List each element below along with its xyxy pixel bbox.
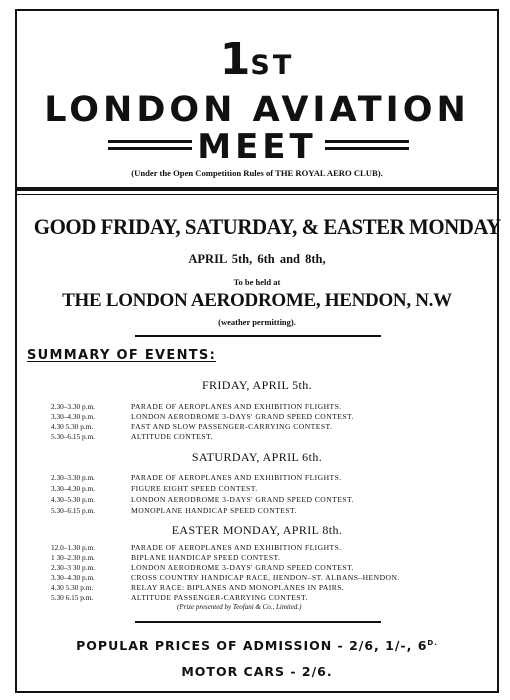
event-time: 3.30–4.30 p.m.: [51, 412, 95, 421]
schedule-row: [17, 583, 497, 592]
day-heading-friday: FRIDAY, APRIL 5th.: [201, 378, 313, 392]
schedule-row: [17, 422, 497, 431]
title-line-3: MEET: [197, 127, 317, 167]
summary-heading: SUMMARY OF EVENTS:: [27, 348, 217, 363]
admission-prices: POPULAR PRICES OF ADMISSION - 2/6, 1/-, $6^{D.}$: [76, 638, 438, 653]
event-time: 1 30–2.30 p.m.: [51, 553, 95, 562]
event-time: 5.30–6.15 p.m.: [51, 506, 95, 515]
schedule-row: [17, 573, 497, 582]
schedule-row: [17, 402, 497, 411]
schedule-row: [17, 412, 497, 421]
event-time: 2.30–3.30 p.m.: [51, 402, 95, 411]
event-time: 4.30 5.30 p.m.: [51, 583, 94, 592]
event-name: MONOPLANE HANDICAP SPEED CONTEST.: [131, 506, 297, 515]
event-time: 2.30–3 30 p.m.: [51, 563, 95, 572]
event-time: 5.30 6.15 p.m.: [51, 593, 94, 602]
schedule-row: [17, 484, 497, 493]
event-time: 12.0–1.30 p.m.: [51, 543, 95, 552]
event-name: CROSS COUNTRY HANDICAP RACE, HENDON–ST. ALBANS–HENDON.: [131, 573, 400, 582]
event-time: 3.30–4.30 p.m.: [51, 484, 95, 493]
day-heading-easter-monday: EASTER MONDAY, APRIL 8th.: [171, 523, 343, 537]
event-time: 3.30–4.30 p.m.: [51, 573, 95, 582]
event-dates: APRIL 5th, 6th and 8th,: [188, 252, 326, 266]
event-name: PARADE OF AEROPLANES AND EXHIBITION FLIGHTS.: [131, 473, 342, 482]
rules-note: (Under the Open Competition Rules of THE ROYAL AERO CLUB).: [131, 168, 383, 178]
event-time: 2.30–3.30 p.m.: [51, 473, 95, 482]
header-divider-thin: [17, 194, 497, 195]
event-time: 5.30–6.15 p.m.: [51, 432, 95, 441]
event-name: LONDON AERODROME 3-DAYS' GRAND SPEED CONTEST.: [131, 495, 354, 504]
header-divider: [17, 187, 497, 191]
event-name: RELAY RACE: BIPLANES AND MONOPLANES IN PAIRS.: [131, 583, 345, 592]
poster: [15, 9, 499, 693]
event-name: LONDON AERODROME 3-DAYS' GRAND SPEED CONTEST.: [131, 563, 354, 572]
schedule-row: [17, 473, 497, 482]
title-line-2: LONDON AVIATION: [44, 90, 470, 130]
schedule-row: [17, 563, 497, 572]
event-time: 4.30–5.30 p.m.: [51, 495, 95, 504]
schedule-row: [17, 495, 497, 504]
event-name: BIPLANE HANDICAP SPEED CONTEST.: [131, 553, 281, 562]
event-name: PARADE OF AEROPLANES AND EXHIBITION FLIGHTS.: [131, 543, 342, 552]
day-heading-saturday: SATURDAY, APRIL 6th.: [191, 450, 323, 464]
event-name: FIGURE EIGHT SPEED CONTEST.: [131, 484, 258, 493]
venue: THE LONDON AERODROME, HENDON, N.W: [62, 290, 452, 311]
event-name: ALTITUDE PASSENGER-CARRYING CONTEST.: [131, 593, 308, 602]
held-at: To be held at: [233, 277, 281, 287]
event-name: PARADE OF AEROPLANES AND EXHIBITION FLIGHTS.: [131, 402, 342, 411]
schedule-row: [17, 553, 497, 562]
title-rule-right-top: [325, 140, 409, 143]
schedule-row: [17, 543, 497, 552]
event-name: LONDON AERODROME 3-DAYS' GRAND SPEED CONTEST.: [131, 412, 354, 421]
event-name: FAST AND SLOW PASSENGER-CARRYING CONTEST.: [131, 422, 333, 431]
footer-divider: [135, 621, 381, 623]
motor-cars-price: MOTOR CARS - 2/6.: [181, 664, 333, 679]
event-time: 4.30 5.30 p.m.: [51, 422, 94, 431]
schedule-row: [17, 432, 497, 441]
event-name: ALTITUDE CONTEST.: [131, 432, 213, 441]
weather-note: (weather permitting).: [218, 317, 296, 327]
title-rule-right-bottom: [325, 147, 409, 150]
title-number: 1ST: [219, 34, 295, 85]
schedule-row: [17, 593, 497, 602]
schedule-row: [17, 506, 497, 515]
prize-note: (Prize presented by Teofani & Co., Limited.): [177, 603, 302, 611]
event-days: GOOD FRIDAY, SATURDAY, & EASTER MONDAY: [33, 214, 501, 239]
venue-divider: [135, 335, 381, 337]
